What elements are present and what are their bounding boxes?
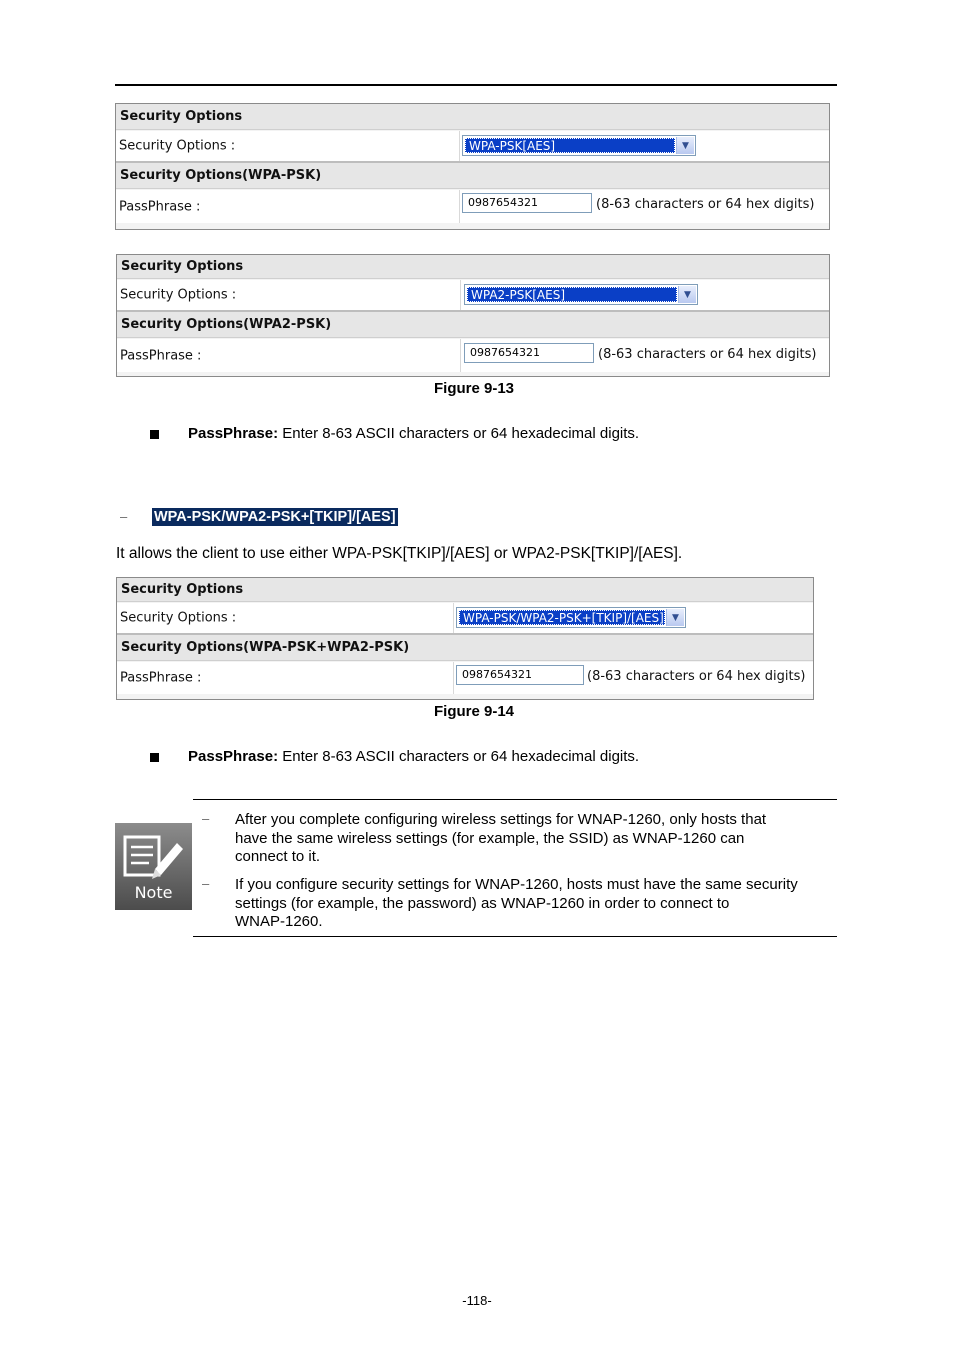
- security-options-select[interactable]: [462, 135, 696, 156]
- bullet-text: Enter 8-63 ASCII characters or 64 hexadecimal digits.: [278, 425, 640, 442]
- note-line: settings (for example, the password) as WNAP-1260 in order to connect to: [235, 894, 730, 912]
- chevron-down-icon[interactable]: ▼: [666, 609, 684, 626]
- section-intro: It allows the client to use either WPA-PSK[TKIP]/[AES] or WPA2-PSK[TKIP]/[AES].: [116, 545, 683, 562]
- page-number: -118-: [462, 1293, 492, 1308]
- passphrase-input[interactable]: 0987654321: [464, 343, 594, 363]
- security-options-row: [116, 131, 829, 161]
- bullet-square-icon: [150, 430, 159, 439]
- passphrase-row: [117, 339, 829, 372]
- column-divider: [459, 190, 460, 223]
- note-item-1: [235, 811, 837, 867]
- note-line: If you configure security settings for WNAP-1260, hosts must have the same security: [235, 876, 798, 893]
- passphrase-label: PassPhrase :: [120, 348, 202, 363]
- header-rule: [115, 84, 837, 86]
- passphrase-row: [116, 190, 829, 223]
- passphrase-row: [117, 662, 813, 694]
- column-divider: [453, 662, 454, 694]
- security-panel-wpa-psk: [115, 103, 830, 230]
- panel-subheader: Security Options(WPA-PSK+WPA2-PSK): [117, 633, 813, 661]
- chevron-down-icon[interactable]: ▼: [676, 137, 694, 154]
- security-options-value: WPA2-PSK[AES]: [467, 287, 677, 302]
- passphrase-hint: (8-63 characters or 64 hex digits): [598, 347, 817, 362]
- bullet-term: PassPhrase:: [188, 748, 279, 765]
- security-panel-wpa2-psk: [116, 254, 830, 377]
- bullet-square-icon: [150, 753, 159, 762]
- column-divider: [460, 339, 461, 372]
- security-options-label: Security Options :: [120, 287, 237, 303]
- security-options-value: WPA-PSK/WPA2-PSK+[TKIP]/[AES]: [459, 610, 665, 625]
- bullet-text: Enter 8-63 ASCII characters or 64 hexadecimal digits.: [278, 748, 640, 765]
- column-divider: [453, 603, 454, 633]
- panel-subheader: Security Options(WPA-PSK): [116, 161, 829, 189]
- note-icon: [115, 823, 192, 910]
- figure-caption: Figure 9-13: [434, 380, 515, 397]
- security-options-value: WPA-PSK[AES]: [465, 138, 675, 153]
- bullet-passphrase: [188, 748, 639, 765]
- panel-header: Security Options: [117, 578, 813, 602]
- passphrase-hint: (8-63 characters or 64 hex digits): [596, 197, 815, 212]
- figure-caption: Figure 9-14: [434, 703, 515, 720]
- chevron-down-icon[interactable]: ▼: [678, 286, 696, 303]
- security-options-row: [117, 280, 829, 310]
- note-bottom-rule: [193, 936, 837, 937]
- note-item-2: [235, 876, 837, 932]
- section-marker: –: [120, 509, 128, 524]
- security-panel-wpa-wpa2-psk: [116, 577, 814, 700]
- security-options-row: [117, 603, 813, 633]
- passphrase-label: PassPhrase :: [120, 670, 202, 686]
- security-options-select[interactable]: [464, 284, 698, 305]
- panel-header: Security Options: [117, 255, 829, 279]
- section-heading: WPA-PSK/WPA2-PSK+[TKIP]/[AES]: [154, 509, 396, 525]
- note-item-marker: –: [202, 876, 210, 891]
- panel-subheader: Security Options(WPA2-PSK): [117, 310, 829, 338]
- note-line: WNAP-1260.: [235, 913, 323, 930]
- note-icon-label: Note: [134, 883, 173, 902]
- bullet-passphrase: [188, 425, 639, 442]
- passphrase-hint: (8-63 characters or 64 hex digits): [587, 669, 806, 684]
- security-options-label: Security Options :: [119, 138, 236, 154]
- column-divider: [460, 280, 461, 310]
- note-line: connect to it.: [235, 848, 321, 865]
- note-line: have the same wireless settings (for example, the SSID) as WNAP-1260 can: [235, 829, 745, 847]
- passphrase-label: PassPhrase :: [119, 199, 201, 214]
- column-divider: [459, 131, 460, 161]
- security-options-label: Security Options :: [120, 610, 237, 626]
- bullet-term: PassPhrase:: [188, 425, 279, 442]
- panel-header: Security Options: [116, 104, 829, 130]
- note-item-marker: –: [202, 811, 210, 826]
- passphrase-input[interactable]: 0987654321: [462, 193, 592, 213]
- note-top-rule: [193, 799, 837, 800]
- security-options-select[interactable]: [456, 607, 686, 628]
- note-line: After you complete configuring wireless settings for WNAP-1260, only hosts that: [235, 811, 767, 828]
- passphrase-input[interactable]: 0987654321: [456, 665, 584, 685]
